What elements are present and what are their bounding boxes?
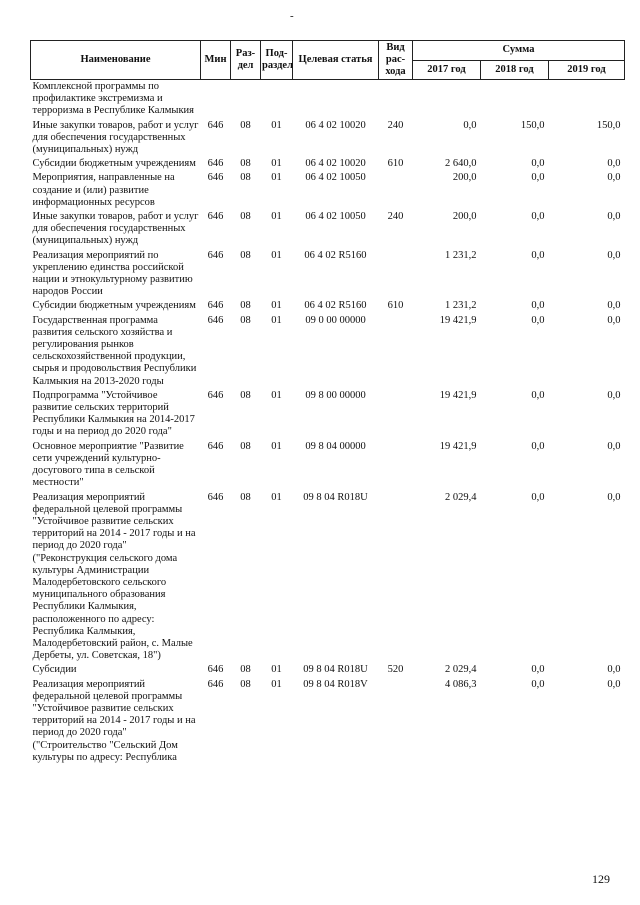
header-2019: 2019 год <box>549 60 625 80</box>
cell-s18 <box>481 80 549 119</box>
cell-pr: 01 <box>271 249 282 261</box>
cell-vr: 240 <box>387 119 404 131</box>
cell-name: Реализация мероприятий по укреплению единства российской нации и этнокультурному развитию народов России <box>32 249 193 298</box>
cell-name: Субсидии <box>32 664 77 676</box>
cell-cs: 06 4 02 10050 <box>305 211 366 223</box>
table-row <box>31 440 625 491</box>
cell-s17: 200,0 <box>452 211 477 223</box>
cell-rz: 08 <box>240 300 251 312</box>
cell-cs: 06 4 02 10050 <box>305 172 366 184</box>
table-row <box>31 663 625 677</box>
cell-s17: 4 086,3 <box>445 678 477 690</box>
cell-rz: 08 <box>240 440 251 452</box>
cell-min: 646 <box>207 300 224 312</box>
cell-rz: 08 <box>240 314 251 326</box>
cell-min: 646 <box>207 664 224 676</box>
cell-rz: 08 <box>240 211 251 223</box>
cell-pr: 01 <box>271 389 282 401</box>
table-row <box>31 157 625 171</box>
header-target: Целевая статья <box>293 41 379 80</box>
cell-s18: 150,0 <box>520 119 545 131</box>
cell-pr: 01 <box>271 211 282 223</box>
cell-s17 <box>413 80 481 119</box>
cell-cs: 06 4 02 R5160 <box>304 249 367 261</box>
cell-name: Основное мероприятие "Развитие сети учреждений культурно-досугового типа в сельской местности" <box>32 440 184 489</box>
cell-s17: 200,0 <box>452 172 477 184</box>
cell-vr: 610 <box>387 300 404 312</box>
cell-s18: 0,0 <box>531 158 545 170</box>
cell-cs: 09 8 04 R018V <box>303 678 368 690</box>
cell-min: 646 <box>207 172 224 184</box>
cell-vr <box>379 491 413 664</box>
cell-min: 646 <box>207 211 224 223</box>
cell-s18: 0,0 <box>531 440 545 452</box>
cell-rz: 08 <box>240 491 251 503</box>
table-row <box>31 678 625 765</box>
cell-pr <box>261 80 293 119</box>
table-body <box>31 80 625 765</box>
cell-pr: 01 <box>271 172 282 184</box>
cell-s17: 1 231,2 <box>445 300 477 312</box>
cell-s19: 0,0 <box>607 491 621 503</box>
cell-rz: 08 <box>240 389 251 401</box>
budget-table <box>30 40 625 765</box>
cell-rz: 08 <box>240 249 251 261</box>
cell-vr <box>379 80 413 119</box>
cell-s17: 2 029,4 <box>445 664 477 676</box>
header-razdel: Раз-дел <box>231 41 261 80</box>
cell-pr: 01 <box>271 119 282 131</box>
cell-s19: 0,0 <box>607 172 621 184</box>
cell-vr: 240 <box>387 211 404 223</box>
table-row <box>31 171 625 210</box>
cell-vr <box>379 440 413 491</box>
cell-rz: 08 <box>240 158 251 170</box>
cell-min: 646 <box>207 119 224 131</box>
cell-s19: 0,0 <box>607 300 621 312</box>
cell-vr <box>379 171 413 210</box>
table-row <box>31 249 625 300</box>
cell-s19: 0,0 <box>607 678 621 690</box>
cell-vr <box>379 314 413 389</box>
cell-name: Комплексной программы по профилактике экстремизма и терроризма в Республике Калмыкия <box>32 81 194 117</box>
top-mark: - <box>290 10 294 22</box>
header-2018: 2018 год <box>481 60 549 80</box>
cell-s17: 0,0 <box>463 119 477 131</box>
header-2017: 2017 год <box>413 60 481 80</box>
cell-min: 646 <box>207 440 224 452</box>
cell-s17: 2 640,0 <box>445 158 477 170</box>
cell-vr <box>379 678 413 765</box>
cell-cs: 06 4 02 10020 <box>305 158 366 170</box>
cell-cs: 09 8 04 R018U <box>303 664 368 676</box>
cell-cs: 09 0 00 00000 <box>305 314 366 326</box>
cell-name: Реализация мероприятий федеральной целевой программы "Устойчивое развитие сельских территорий на 2014 - 2017 годы и на период до 2020 года" ("Реконструкция сельского дома культуры Администрации Малодербетовского сельского муниципального образования Республики Калмыкия, расположенного по адресу: Республика Калмыкия, Малодербетовский район, с. Малые Дербеты, ул. Советская, 18") <box>32 491 196 662</box>
cell-rz: 08 <box>240 678 251 690</box>
cell-rz: 08 <box>240 172 251 184</box>
cell-min: 646 <box>207 678 224 690</box>
cell-name: Субсидии бюджетным учреждениям <box>32 158 196 170</box>
header-sum: Сумма <box>413 41 625 61</box>
cell-name: Подпрограмма "Устойчивое развитие сельских территорий Республики Калмыкия на 2014-2017 годы и на период до 2020 года" <box>32 389 195 438</box>
cell-pr: 01 <box>271 678 282 690</box>
cell-s18: 0,0 <box>531 249 545 261</box>
cell-min: 646 <box>207 389 224 401</box>
cell-cs: 06 4 02 R5160 <box>304 300 367 312</box>
header-vid: Вид рас-хода <box>379 41 413 80</box>
table-row <box>31 80 625 119</box>
cell-s19: 0,0 <box>607 314 621 326</box>
cell-min: 646 <box>207 158 224 170</box>
cell-vr: 610 <box>387 158 404 170</box>
page-number: 129 <box>592 872 610 886</box>
cell-s18: 0,0 <box>531 491 545 503</box>
cell-min: 646 <box>207 491 224 503</box>
cell-s18: 0,0 <box>531 300 545 312</box>
cell-s19 <box>549 80 625 119</box>
cell-pr: 01 <box>271 491 282 503</box>
cell-cs: 09 8 04 R018U <box>303 491 368 503</box>
cell-pr: 01 <box>271 664 282 676</box>
cell-rz: 08 <box>240 664 251 676</box>
cell-rz <box>231 80 261 119</box>
cell-s18: 0,0 <box>531 664 545 676</box>
cell-vr <box>379 249 413 300</box>
cell-s18: 0,0 <box>531 314 545 326</box>
cell-cs: 09 8 04 00000 <box>305 440 366 452</box>
cell-cs: 09 8 00 00000 <box>305 389 366 401</box>
cell-pr: 01 <box>271 440 282 452</box>
header-name: Наименование <box>31 41 201 80</box>
cell-s18: 0,0 <box>531 678 545 690</box>
cell-name: Субсидии бюджетным учреждениям <box>32 300 196 312</box>
table-row <box>31 299 625 313</box>
cell-name: Иные закупки товаров, работ и услуг для обеспечения государственных (муниципальных) нужд <box>32 211 199 247</box>
cell-vr: 520 <box>387 664 404 676</box>
cell-s17: 2 029,4 <box>445 491 477 503</box>
cell-cs <box>293 80 379 119</box>
cell-cs: 06 4 02 10020 <box>305 119 366 131</box>
table-row <box>31 314 625 389</box>
cell-s19: 0,0 <box>607 158 621 170</box>
table-row <box>31 491 625 664</box>
cell-s17: 19 421,9 <box>439 314 477 326</box>
cell-min: 646 <box>207 249 224 261</box>
cell-name: Реализация мероприятий федеральной целевой программы "Устойчивое развитие сельских территорий на 2014 - 2017 годы и на период до 2020 года" ("Строительство "Сельский Дом культуры по адресу: Республика <box>32 678 196 763</box>
table-row <box>31 119 625 158</box>
header-min: Мин <box>201 41 231 80</box>
cell-s17: 19 421,9 <box>439 389 477 401</box>
cell-name: Мероприятия, направленные на создание и (или) развитие информационных ресурсов <box>32 172 175 208</box>
cell-s18: 0,0 <box>531 211 545 223</box>
cell-min <box>201 80 231 119</box>
cell-s19: 150,0 <box>596 119 621 131</box>
cell-pr: 01 <box>271 314 282 326</box>
table-row <box>31 389 625 440</box>
cell-s18: 0,0 <box>531 389 545 401</box>
cell-name: Иные закупки товаров, работ и услуг для обеспечения государственных (муниципальных) нужд <box>32 119 199 156</box>
cell-s18: 0,0 <box>531 172 545 184</box>
cell-s19: 0,0 <box>607 440 621 452</box>
cell-s17: 1 231,2 <box>445 249 477 261</box>
cell-s19: 0,0 <box>607 211 621 223</box>
cell-rz: 08 <box>240 119 251 131</box>
cell-s19: 0,0 <box>607 664 621 676</box>
header-podrazdel: Под-раздел <box>261 41 293 80</box>
cell-min: 646 <box>207 314 224 326</box>
cell-pr: 01 <box>271 300 282 312</box>
cell-s19: 0,0 <box>607 249 621 261</box>
cell-pr: 01 <box>271 158 282 170</box>
cell-name: Государственная программа развития сельского хозяйства и регулирования рынков сельскохозяйственной продукции, сырья и продовольствия Республики Калмыкия на 2013-2020 годы <box>32 314 197 387</box>
cell-s19: 0,0 <box>607 389 621 401</box>
cell-s17: 19 421,9 <box>439 440 477 452</box>
cell-vr <box>379 389 413 440</box>
table-row <box>31 210 625 249</box>
